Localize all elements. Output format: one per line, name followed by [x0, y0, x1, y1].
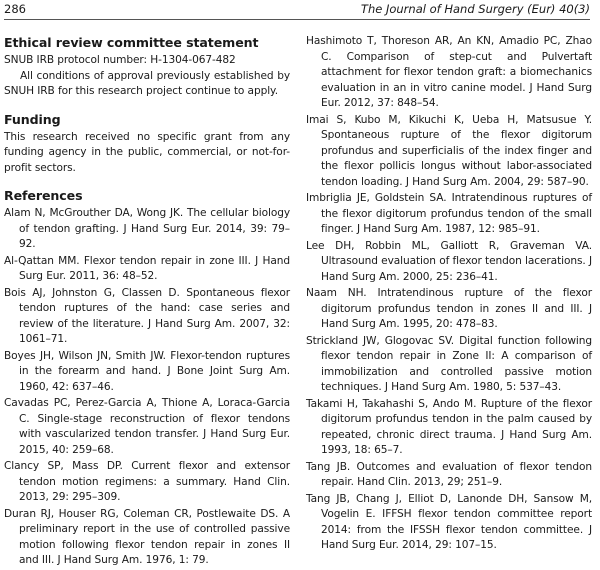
reference-item: Boyes JH, Wilson JN, Smith JW. Flexor-tendon ruptures in the forearm and hand. J Bone Joint Surg Am. 1960, 42: 637–46.: [4, 349, 290, 393]
running-header: [4, 2, 590, 20]
reference-item: Naam NH. Intratendinous rupture of the flexor digitorum profundus tendon in zones II and III. J Hand Surg Am. 1995, 20: 478–83.: [306, 287, 592, 330]
references-heading: References: [4, 188, 83, 203]
reference-item: Cavadas PC, Perez-Garcia A, Thione A, Loraca-Garcia C. Single-stage reconstruction of flexor tendons with vascularized tendon transfer. J Hand Surg Eur. 2015, 40: 259–68.: [4, 397, 290, 456]
reference-item: Tang JB, Chang J, Elliot D, Lanonde DH, Sansow M, Vogelin E. IFFSH flexor tendon committee report 2014: from the IFSSH flexor tendon committee. J Hand Surg Eur. 2014, 29: 107–15.: [306, 492, 592, 551]
reference-item: Alam N, McGrouther DA, Wong JK. The cellular biology of tendon grafting. J Hand Surg Eur. 2014, 39: 79–92.: [4, 207, 290, 250]
reference-item: Imai S, Kubo M, Kikuchi K, Ueba H, Matsusue Y. Spontaneous rupture of the flexor digitorum profundus and superficialis of the index finger and the flexor pollicis longus without labor-associated tendon loading. J Hand Surg Am. 2004, 29: 587–90.: [306, 113, 592, 188]
left-column: [4, 34, 290, 570]
ethics-section: [4, 34, 290, 100]
reference-item: Takami H, Takahashi S, Ando M. Rupture of the flexor digitorum profundus tendon in the palm caused by repeated, chronic direct trauma. J Hand Surg Am. 1993, 18: 65–7.: [306, 397, 592, 456]
page-number: 286: [4, 2, 26, 16]
reference-item: Bois AJ, Johnston G, Classen D. Spontaneous flexor tendon ruptures of the hand: case series and review of the literature. J Hand Surg Am. 2007, 32: 1061–71.: [4, 286, 290, 345]
right-column: [306, 34, 592, 555]
ethics-heading: Ethical review committee statement: [4, 35, 259, 50]
reference-item: Duran RJ, Houser RG, Coleman CR, Postlewaite DS. A preliminary report in the use of controlled passive motion following flexor tendon repair in zones II and III. J Hand Surg Am. 1976, 1: 79.: [4, 507, 290, 566]
ethics-body: All conditions of approval previously established by SNUH IRB for this research project continue to apply.: [4, 69, 290, 97]
reference-item: Lee DH, Robbin ML, Galliott R, Graveman VA. Ultrasound evaluation of flexor tendon lacerations. J Hand Surg Am. 2000, 25: 236–41.: [306, 239, 592, 283]
reference-item: Clancy SP, Mass DP. Current flexor and extensor tendon motion regimens: a summary. Hand Clin. 2013, 29: 295–309.: [4, 460, 290, 503]
reference-item: Tang JB. Outcomes and evaluation of flexor tendon repair. Hand Clin. 2013, 29; 251–9.: [306, 460, 592, 488]
funding-body: This research received no specific grant from any funding agency in the public, commercial, or not-for-profit sectors.: [4, 130, 290, 174]
reference-item: Strickland JW, Glogovac SV. Digital function following flexor tendon repair in Zone II: A comparison of immobilization and controlled passive motion techniques. J Hand Surg Am. 1980, 5: 537–43.: [306, 334, 592, 393]
references-section: [4, 187, 290, 569]
reference-item: Hashimoto T, Thoreson AR, An KN, Amadio PC, Zhao C. Comparison of step-cut and Pulvertaft attachment for flexor tendon graft: a biomechanics evaluation in an in vitro canine model. J Hand Surg Eur. 2012, 37: 848–54.: [306, 35, 592, 109]
funding-section: [4, 111, 290, 177]
funding-heading: Funding: [4, 111, 61, 127]
reference-item: Al-Qattan MM. Flexor tendon repair in zone III. J Hand Surg Eur. 2011, 36: 48–52.: [4, 254, 290, 282]
reference-item: Imbriglia JE, Goldstein SA. Intratendinous ruptures of the flexor digitorum profundus tendon of the small finger. J Hand Surg Am. 1987, 12: 985–91.: [306, 192, 592, 235]
journal-title: The Journal of Hand Surgery (Eur) 40(3): [360, 2, 590, 16]
ethics-protocol: SNUB IRB protocol number: H-1304-067-482: [4, 54, 236, 66]
